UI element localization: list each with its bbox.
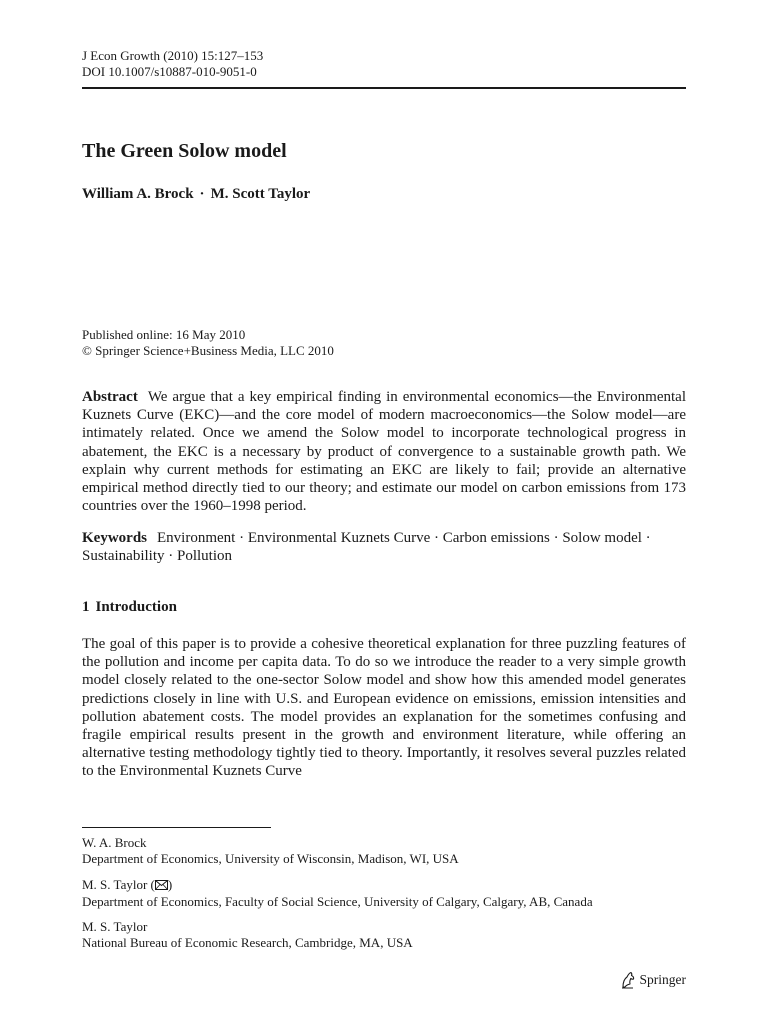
affiliation (82, 835, 459, 866)
affiliation-name-close: ) (167, 877, 173, 892)
affiliation-name: M. S. Taylor ( (82, 877, 155, 892)
journal-doi: DOI 10.1007/s10887-010-9051-0 (82, 64, 257, 79)
header-rule (82, 87, 686, 89)
keywords-label: Keywords (82, 530, 147, 546)
publisher-name: Springer (639, 972, 686, 987)
author-separator: · (199, 186, 205, 202)
keywords-text: Environment · Environmental Kuznets Curve · Carbon emissions · Solow model · Sustainability · Pollution (82, 530, 651, 565)
journal-citation: J Econ Growth (2010) 15:127–153 (82, 48, 264, 63)
author-list (82, 186, 310, 203)
affiliation-name-line (82, 877, 593, 894)
keywords (82, 529, 686, 565)
affiliation-department: Department of Economics, Faculty of Social Science, University of Calgary, Calgary, AB, Canada (82, 893, 593, 909)
springer-horse-icon (620, 971, 636, 989)
paper-page (82, 0, 686, 1024)
affiliation-department: Department of Economics, University of Wisconsin, Madison, WI, USA (82, 850, 459, 866)
affiliation-department: National Bureau of Economic Research, Cambridge, MA, USA (82, 934, 413, 950)
section-heading (82, 599, 177, 616)
affiliation (82, 877, 593, 909)
affiliation (82, 919, 413, 950)
introduction-paragraph: The goal of this paper is to provide a cohesive theoretical explanation for three puzzling features of the pollution and income per capita data. To do so we introduce the reader to a very simple growth model closely related to the one-sector Solow model and show how this amended model generates predictions closely in line with U.S. and European evidence on emissions, emission intensities and pollution abatement costs. The model provides an explanation for the sometimes confusing and fragile empirical results present in the growth and environment literature, while offering an alternative testing methodology tightly tied to theory. Importantly, it resolves several puzzles related to the Environmental Kuznets Curve (82, 636, 686, 780)
published-date: Published online: 16 May 2010 (82, 327, 246, 342)
publication-info (82, 327, 334, 359)
abstract (82, 388, 686, 515)
journal-reference (82, 48, 263, 80)
section-title: Introduction (95, 599, 177, 615)
envelope-icon[interactable] (155, 878, 168, 894)
publisher-logo (620, 971, 687, 989)
affiliation-name: M. S. Taylor (82, 919, 148, 934)
abstract-label: Abstract (82, 389, 138, 405)
abstract-text: We argue that a key empirical finding in environmental economics—the Environmental Kuznets Curve (EKC)—and the core model of modern macroeconomics—the Solow model—are intimately related. Once we amend the Solow model to incorporate technological progress in abatement, the EKC is a necessary by product of convergence to a sustainable growth path. We explain why current methods for estimating an EKC are likely to fail; provide an alternative empirical method directly tied to our theory; and estimate our model on carbon emissions from 173 countries over the 1960–1998 period. (82, 389, 686, 515)
paper-title: The Green Solow model (82, 140, 287, 162)
copyright-notice: © Springer Science+Business Media, LLC 2010 (82, 343, 334, 358)
footnote-rule (82, 827, 271, 828)
author-name: M. Scott Taylor (210, 186, 311, 202)
author-name: William A. Brock (82, 186, 194, 202)
affiliation-name: W. A. Brock (82, 835, 147, 850)
section-number: 1 (82, 599, 90, 615)
